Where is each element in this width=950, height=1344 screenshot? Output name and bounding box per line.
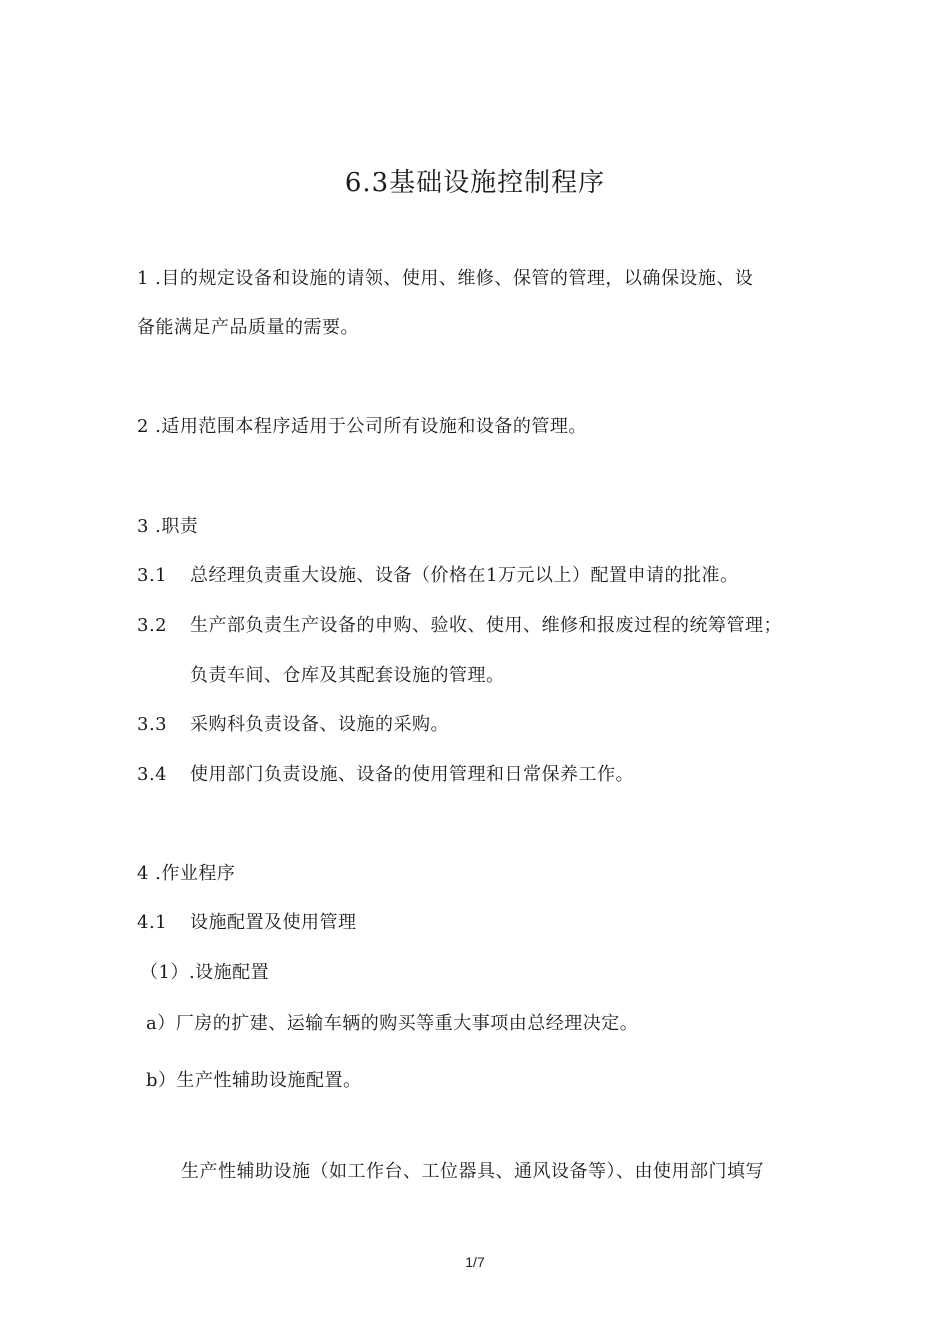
section2-line1: 2 .适用范围本程序适用于公司所有设施和设备的管理。 [137, 416, 587, 437]
item-number: 3.4 [137, 764, 168, 785]
item-text: 总经理负责重大设施、设备（价格在1万元以上）配置申请的批准。 [190, 565, 739, 586]
item-number: 3.1 [137, 565, 168, 586]
section1-line1: 1 .目的规定设备和设施的请领、使用、维修、保管的管理，以确保设施、设 [137, 268, 754, 289]
section4-heading: 4 .作业程序 [137, 863, 236, 884]
responsibility-item [137, 763, 634, 787]
responsibility-item [137, 713, 449, 737]
responsibility-item [137, 614, 782, 638]
item-text: 采购科负责设备、设施的采购。 [190, 714, 449, 735]
item-number: 3.3 [137, 714, 168, 735]
section3-heading: 3 .职责 [137, 516, 199, 537]
subsection-4-1 [137, 911, 357, 935]
item-a: a）厂房的扩建、运输车辆的购买等重大事项由总经理决定。 [146, 1013, 639, 1034]
responsibility-item [137, 564, 738, 588]
body-paragraph: 生产性辅助设施（如工作台、工位器具、通风设备等）、由使用部门填写 [181, 1161, 764, 1182]
page-number: 1/7 [465, 1254, 485, 1270]
item-text: 使用部门负责设施、设备的使用管理和日常保养工作。 [190, 764, 634, 785]
item-b: b）生产性辅助设施配置。 [146, 1070, 362, 1091]
responsibility-item-continuation: 负责车间、仓库及其配套设施的管理。 [190, 665, 505, 686]
section1-line2: 备能满足产品质量的需要。 [137, 317, 359, 338]
document-title: 6.3基础设施控制程序 [344, 168, 606, 198]
subsection-number: 4.1 [137, 912, 168, 933]
subsection-text: 设施配置及使用管理 [190, 912, 357, 933]
item-number: 3.2 [137, 615, 168, 636]
item-text: 生产部负责生产设备的申购、验收、使用、维修和报废过程的统筹管理； [190, 615, 782, 636]
item-1-heading: （1）.设施配置 [140, 962, 270, 983]
